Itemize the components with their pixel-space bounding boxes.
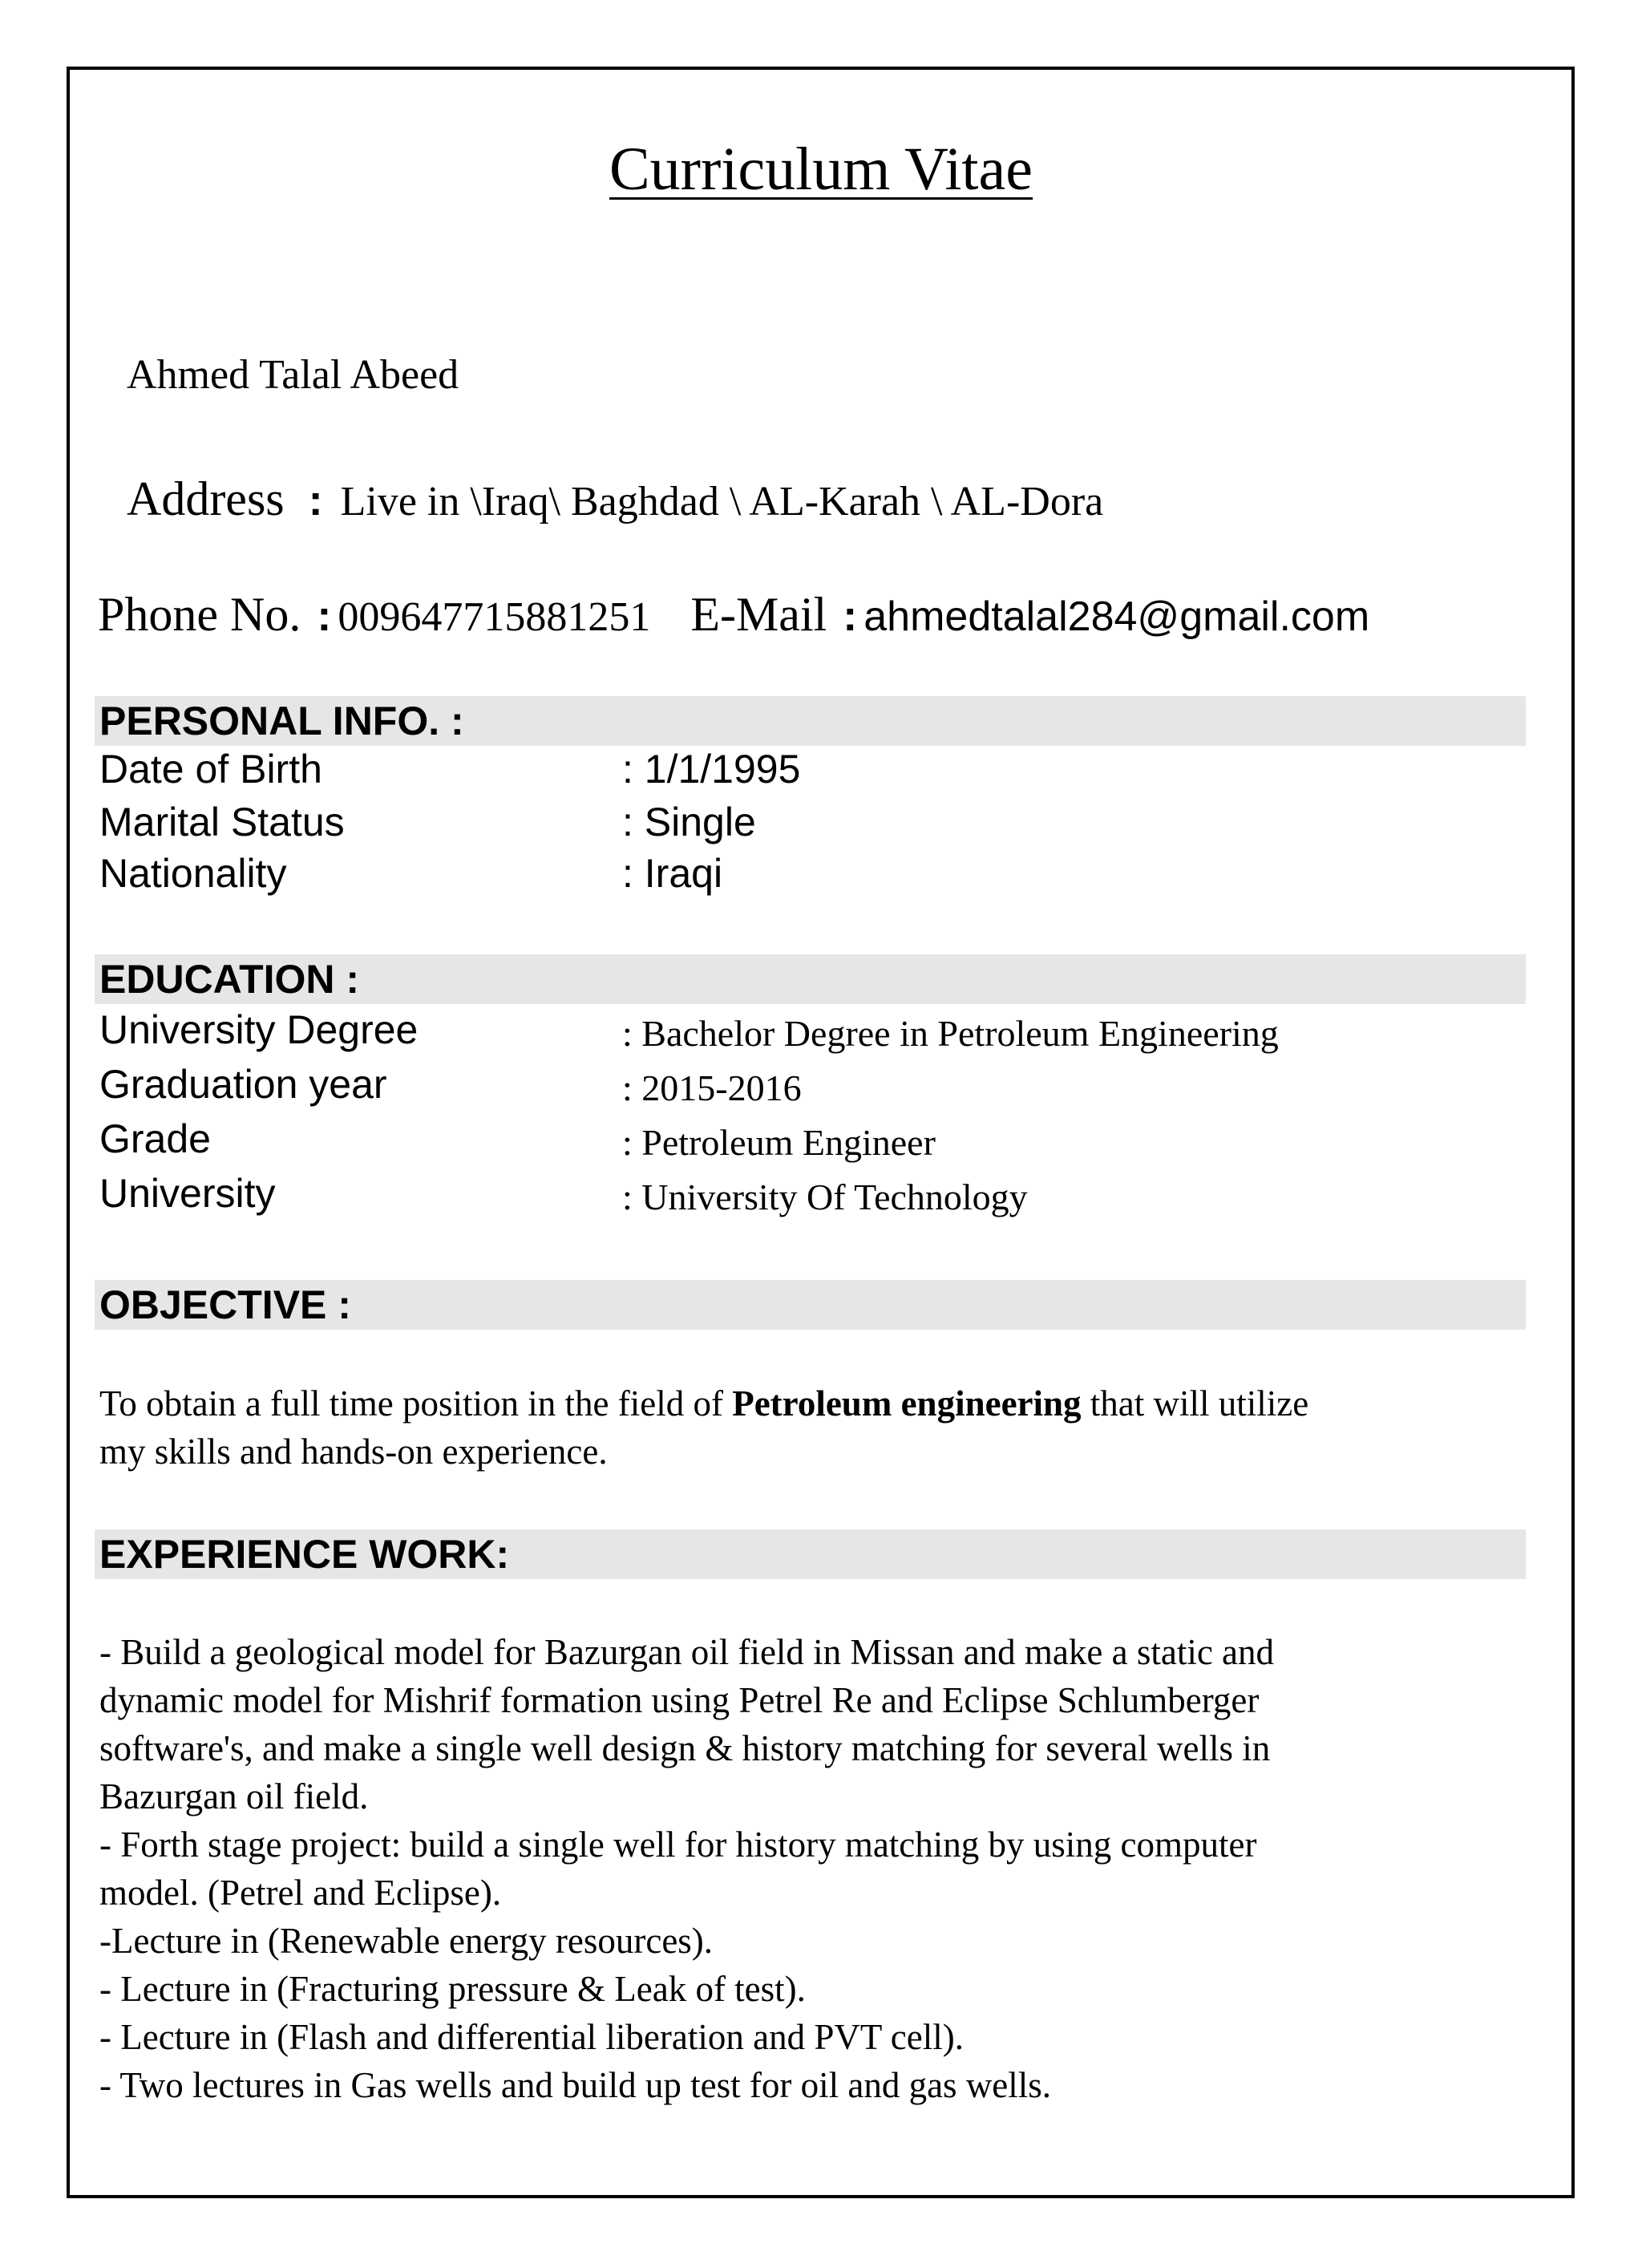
email-value: ahmedtalal284@gmail.com <box>863 593 1370 640</box>
dob-value: : 1/1/1995 <box>622 747 801 792</box>
nationality-value: : Iraqi <box>622 851 723 896</box>
objective-text-bold: Petroleum engineering <box>732 1383 1082 1424</box>
experience-line: -Lecture in (Renewable energy resources). <box>99 1921 714 1961</box>
experience-line: software's, and make a single well design & history matching for several wells in <box>99 1728 1271 1768</box>
address-value: Live in \Iraq\ Baghdad \ AL-Karah \ AL-Dora <box>340 479 1104 524</box>
marital-status-label: Marital Status <box>99 800 345 844</box>
grade-value: : Petroleum Engineer <box>622 1122 936 1163</box>
university-value: : University Of Technology <box>622 1177 1028 1217</box>
address-line <box>127 472 1103 527</box>
nationality-label: Nationality <box>99 851 287 896</box>
objective-text-start: To obtain a full time position in the field of <box>99 1383 733 1424</box>
marital-status-value: : Single <box>622 800 756 844</box>
experience-heading: EXPERIENCE WORK: <box>99 1532 510 1577</box>
experience-line: dynamic model for Mishrif formation using Petrel Re and Eclipse Schlumberger <box>99 1680 1260 1720</box>
experience-line: Bazurgan oil field. <box>99 1776 369 1816</box>
degree-value: : Bachelor Degree in Petroleum Engineering <box>622 1013 1279 1054</box>
person-name: Ahmed Talal Abeed <box>127 352 459 398</box>
phone-label: Phone No. <box>98 588 301 641</box>
page-title: Curriculum Vitae <box>609 136 1033 203</box>
degree-label: University Degree <box>99 1007 419 1052</box>
objective-text <box>99 1379 1531 1476</box>
email-label: E-Mail <box>690 588 827 641</box>
university-label: University <box>99 1171 276 1216</box>
graduation-year-label: Graduation year <box>99 1062 387 1107</box>
graduation-year-value: : 2015-2016 <box>622 1067 802 1108</box>
education-heading: EDUCATION : <box>99 957 360 1002</box>
dob-label: Date of Birth <box>99 747 322 792</box>
grade-label: Grade <box>99 1116 211 1161</box>
experience-line: - Two lectures in Gas wells and build up test for oil and gas wells. <box>99 2065 1052 2105</box>
phone-colon: : <box>317 592 332 640</box>
experience-line: - Forth stage project: build a single well for history matching by using computer <box>99 1825 1257 1865</box>
experience-line: - Lecture in (Flash and differential liberation and PVT cell). <box>99 2017 964 2057</box>
address-colon: : <box>308 476 323 524</box>
experience-line: model. (Petrel and Eclipse). <box>99 1873 502 1913</box>
experience-line: - Lecture in (Fracturing pressure & Leak of test). <box>99 1969 806 2009</box>
address-label: Address <box>127 472 285 525</box>
email-colon: : <box>843 592 858 640</box>
personal-info-heading: PERSONAL INFO. : <box>99 699 464 743</box>
objective-heading: OBJECTIVE : <box>99 1282 351 1327</box>
objective-text-end: that will utilize <box>1081 1383 1309 1424</box>
phone-value: 009647715881251 <box>338 594 651 640</box>
objective-text-line2: my skills and hands-on experience. <box>99 1432 608 1472</box>
experience-line: - Build a geological model for Bazurgan oil field in Missan and make a static and <box>99 1632 1275 1672</box>
contact-line <box>98 587 1369 642</box>
experience-text <box>99 1628 1531 2109</box>
